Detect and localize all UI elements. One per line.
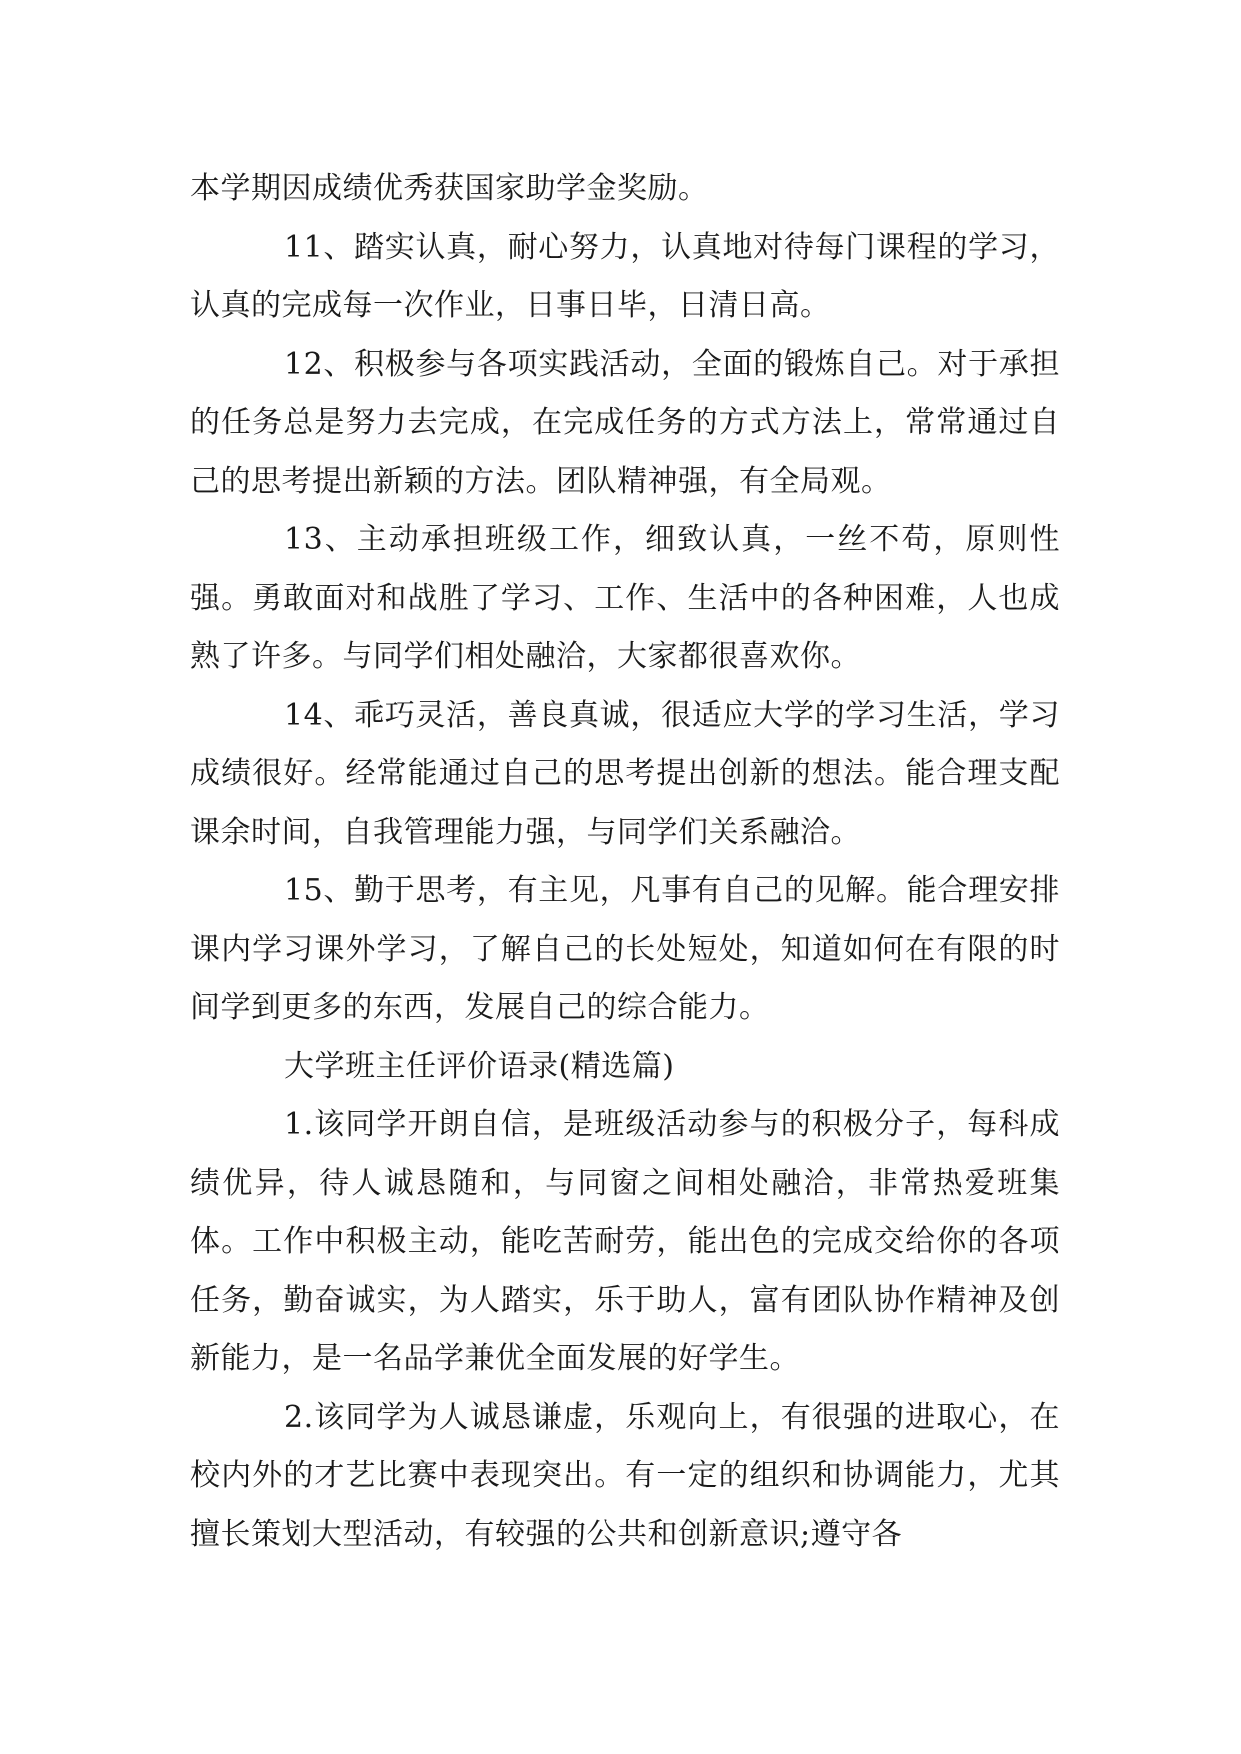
paragraph-item-2: 2.该同学为人诚恳谦虚，乐观向上，有很强的进取心，在校内外的才艺比赛中表现突出。有一定的组织和协调能力，尤其擅长策划大型活动，有较强的公共和创新意识;遵守各 bbox=[190, 1399, 1060, 1552]
paragraph-item-15: 15、勤于思考，有主见，凡事有自己的见解。能合理安排课内学习课外学习，了解自己的长处短处，知道如何在有限的时间学到更多的东西，发展自己的综合能力。 bbox=[190, 873, 1060, 1025]
paragraph-continuation: 本学期因成绩优秀获国家助学金奖励。 bbox=[190, 171, 709, 206]
paragraph-item-1: 1.该同学开朗自信，是班级活动参与的积极分子，每科成绩优异，待人诚恳随和，与同窗之间相处融洽，非常热爱班集体。工作中积极主动，能吃苦耐劳，能出色的完成交给你的各项任务，勤奋诚实，为人踏实，乐于助人，富有团队协作精神及创新能力，是一名品学兼优全面发展的好学生。 bbox=[190, 1107, 1060, 1376]
paragraph-item-13: 13、主动承担班级工作，细致认真，一丝不苟，原则性强。勇敢面对和战胜了学习、工作、生活中的各种困难，人也成熟了许多。与同学们相处融洽，大家都很喜欢你。 bbox=[190, 522, 1060, 674]
document-body bbox=[190, 160, 1060, 1564]
paragraph-item-12: 12、积极参与各项实践活动，全面的锻炼自己。对于承担的任务总是努力去完成，在完成任务的方式方法上，常常通过自己的思考提出新颖的方法。团队精神强，有全局观。 bbox=[190, 346, 1060, 499]
section-heading: 大学班主任评价语录(精选篇) bbox=[284, 1048, 675, 1084]
paragraph-item-11: 11、踏实认真，耐心努力，认真地对待每门课程的学习，认真的完成每一次作业，日事日毕，日清日高。 bbox=[190, 229, 1060, 323]
paragraph-item-14: 14、乖巧灵活，善良真诚，很适应大学的学习生活，学习成绩很好。经常能通过自己的思考提出创新的想法。能合理支配课余时间，自我管理能力强，与同学们关系融洽。 bbox=[190, 697, 1060, 850]
